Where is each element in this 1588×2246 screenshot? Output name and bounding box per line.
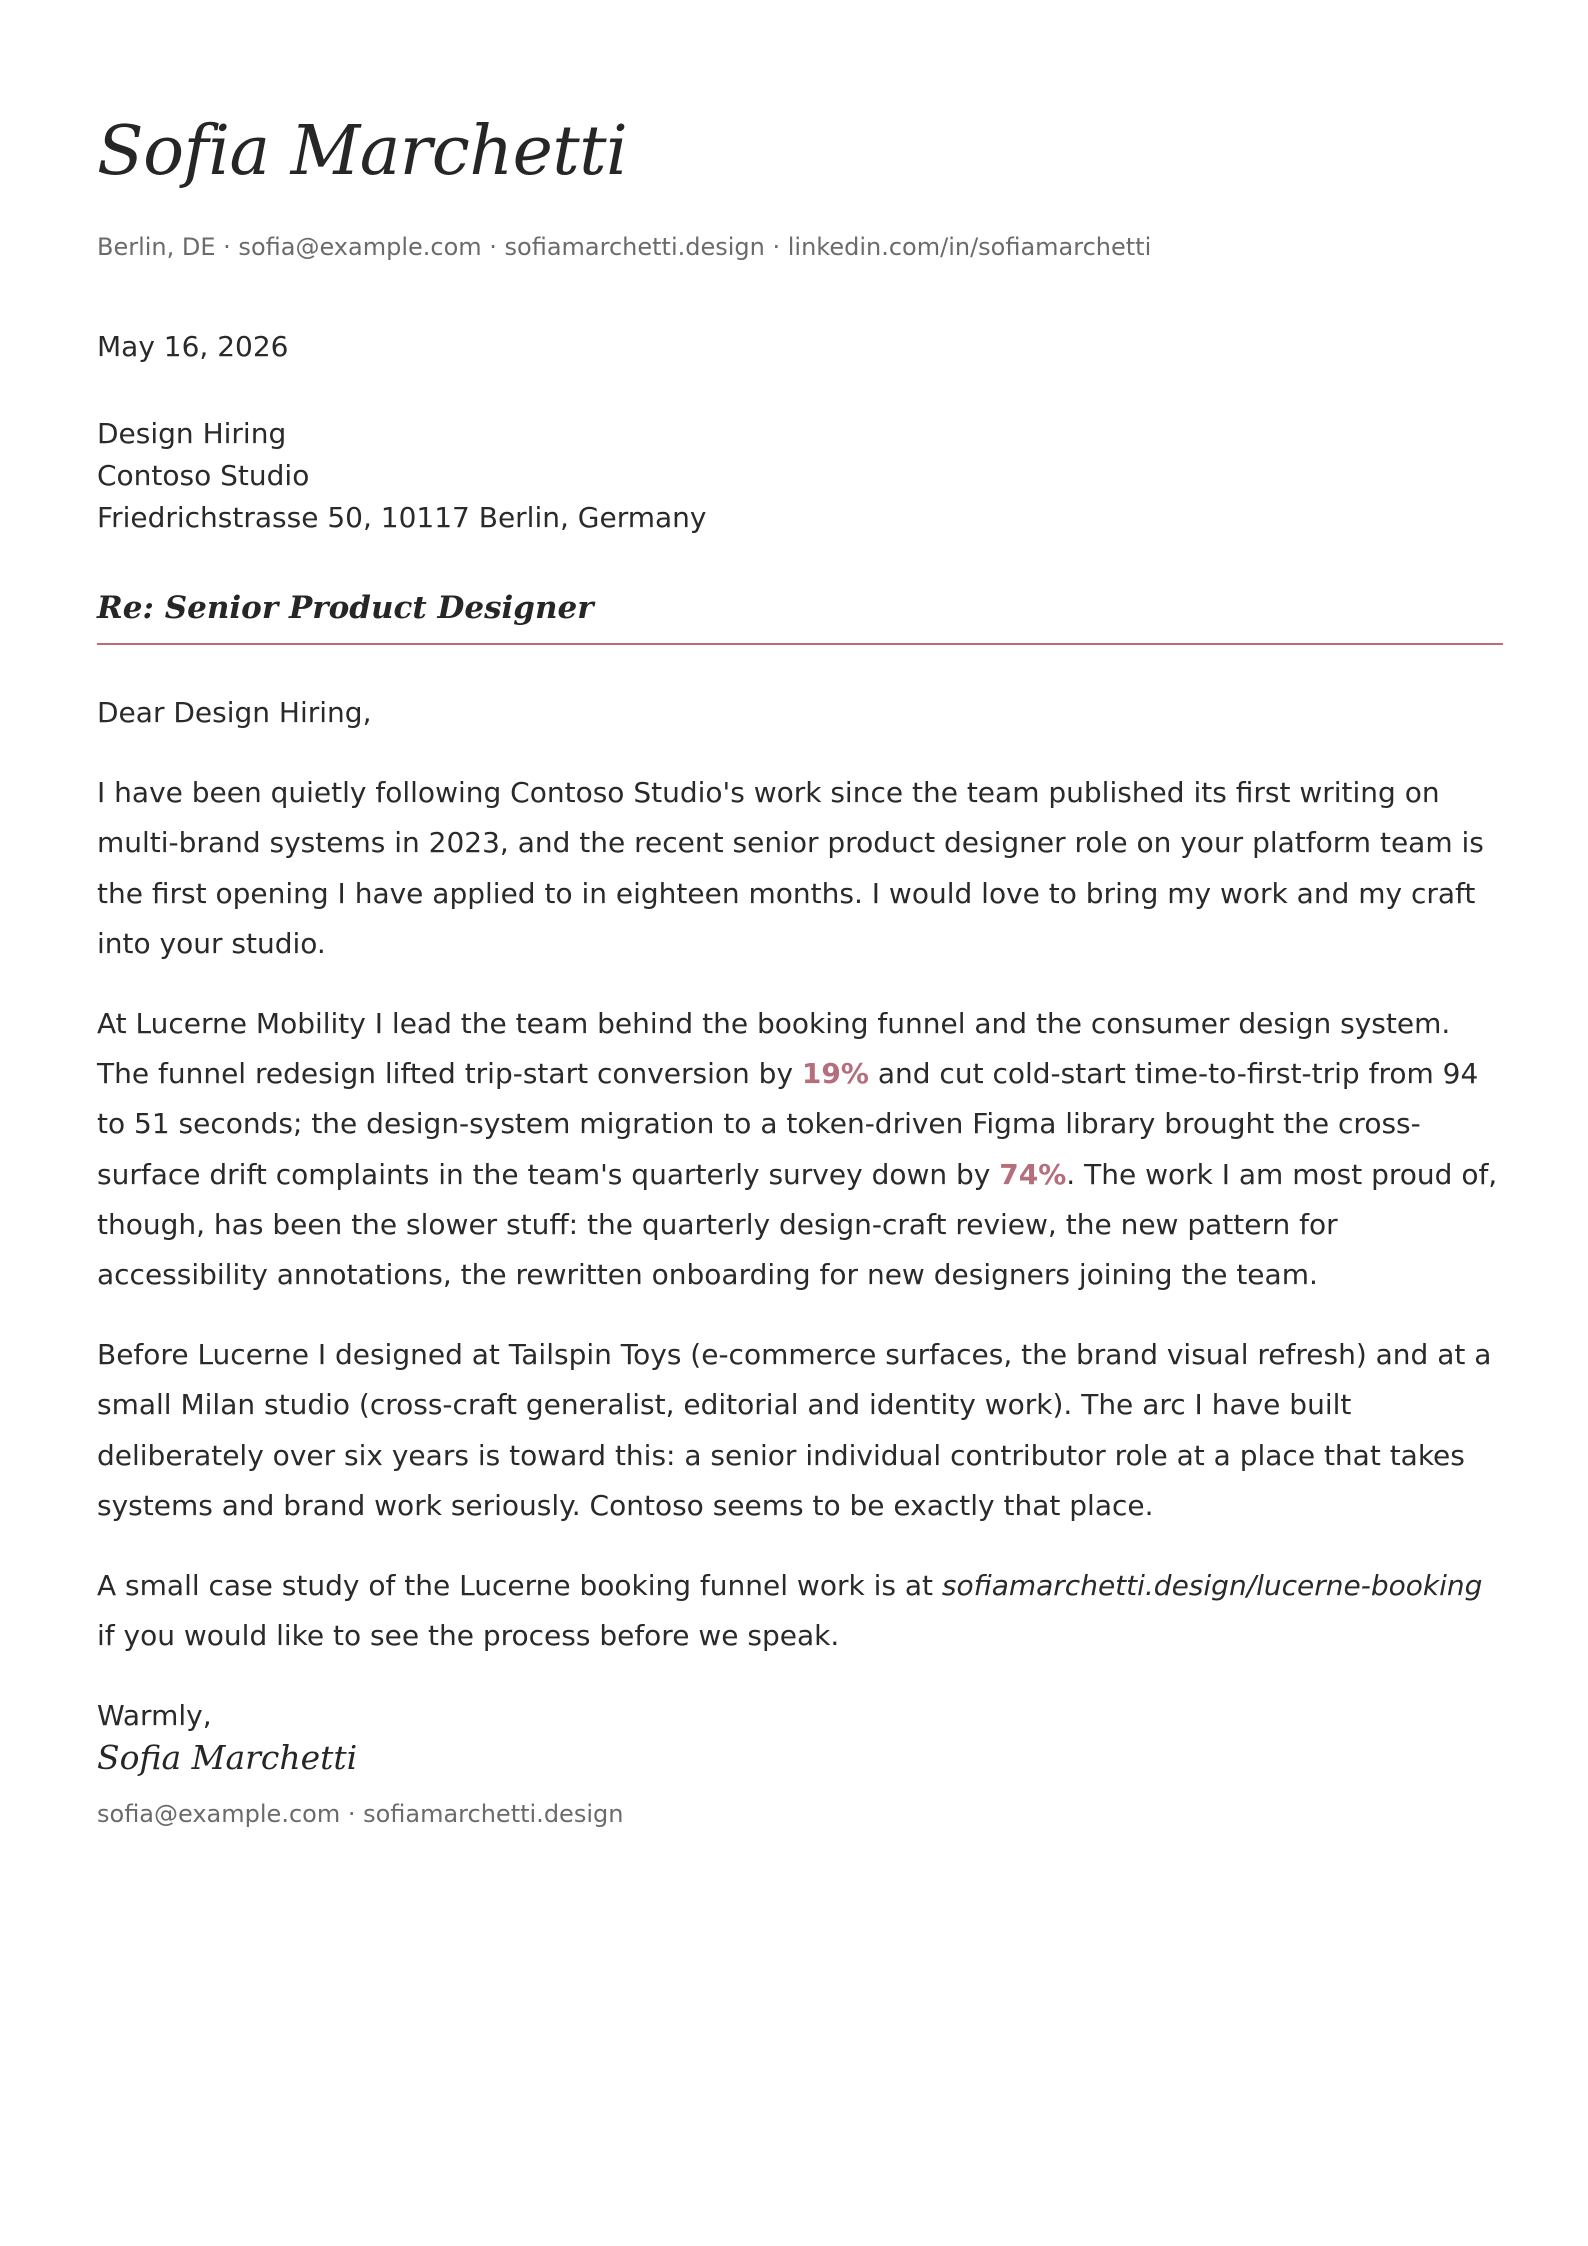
case-study-link[interactable]: sofiamarchetti.design/lucerne-booking xyxy=(941,1569,1483,1603)
body-paragraph-intro: I have been quietly following Contoso Studio's work since the team published its first writing on multi-brand systems in 2023, and the recent senior product designer role on your platform team is the first opening I have applied to in eighteen months. I would love to bring my work and my craft into your studio. xyxy=(97,776,1484,960)
letter-body xyxy=(97,688,1503,1772)
stat-conversion-lift: 19% xyxy=(801,1057,869,1091)
body-paragraph-background: Before Lucerne I designed at Tailspin Toys (e-commerce surfaces, the brand visual refresh) and at a small Milan studio (cross-craft generalist, editorial and identity work). The arc I have built deliberately over six years is toward this: a senior individual contributor role at a place that takes systems and brand work seriously. Contoso seems to be exactly that place. xyxy=(97,1338,1492,1522)
signature-name: Sofia Marchetti xyxy=(97,1738,358,1777)
paragraph-text: At Lucerne Mobility I lead the team behind the booking funnel and the consumer design system. The funnel redesign lifted trip-start conversion by xyxy=(97,1007,1451,1091)
signature-contact-line: sofia@example.com · sofiamarchetti.design xyxy=(97,1800,624,1828)
paragraph-text: if you would like to see the process before we speak. xyxy=(97,1619,840,1653)
recipient-line-department: Design Hiring xyxy=(97,417,287,450)
paragraph-text: A small case study of the Lucerne booking funnel work is at xyxy=(97,1569,942,1603)
subject-divider xyxy=(97,643,1503,645)
recipient-line-street: Friedrichstrasse 50, 10117 Berlin, Germany xyxy=(97,501,707,534)
sender-contact-line: Berlin, DE · sofia@example.com · sofiamarchetti.design · linkedin.com/in/sofiamarchetti xyxy=(97,233,1152,261)
sender-name: Sofia Marchetti xyxy=(97,112,628,191)
body-paragraph-experience xyxy=(97,999,1503,1300)
recipient-line-company: Contoso Studio xyxy=(97,459,310,492)
closing: Warmly, xyxy=(97,1699,212,1733)
paragraph-text: and cut cold-start time-to-first-trip from 94 to 51 seconds; the design-system migration to a token-driven Figma library brought the cross-surface drift complaints in the team's quarterly survey down by xyxy=(97,1057,1479,1191)
letter-date: May 16, 2026 xyxy=(97,330,289,363)
stat-drift-reduction: 74% xyxy=(999,1157,1067,1191)
body-paragraph-case-study xyxy=(97,1561,1503,1661)
salutation: Dear Design Hiring, xyxy=(97,696,372,729)
recipient-address xyxy=(97,413,706,539)
subject-heading: Re: Senior Product Designer xyxy=(97,590,594,626)
paragraph-text: . The work I am most proud of, though, has been the slower stuff: the quarterly design-craft review, the new pattern for accessibility annotations, the rewritten onboarding for new designers joining the team. xyxy=(97,1157,1498,1292)
